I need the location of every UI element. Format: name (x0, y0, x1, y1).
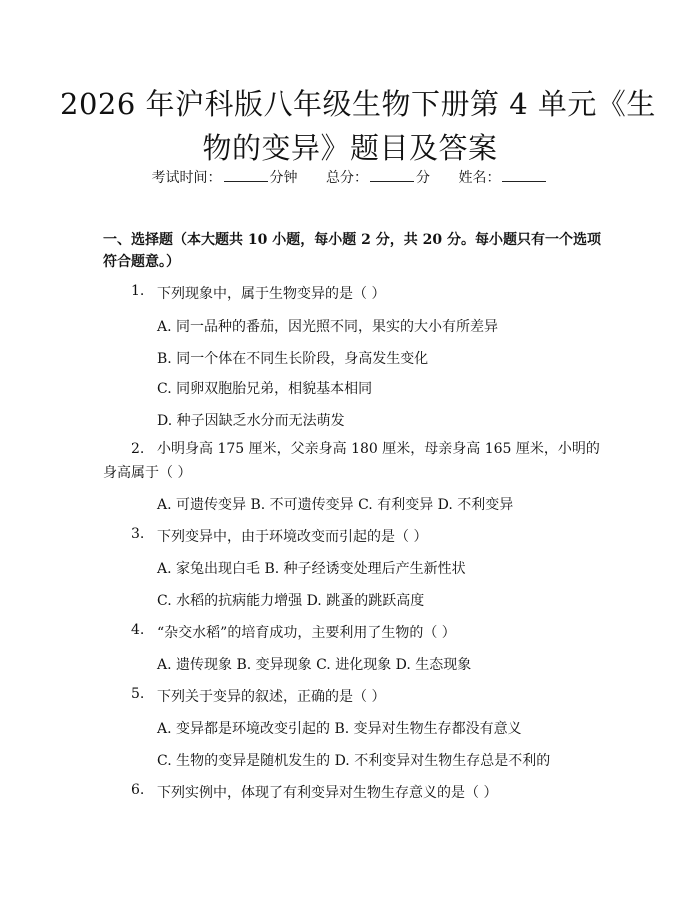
question-1-option-a[interactable]: A. 同一品种的番茄，因光照不同，果实的大小有所差异 (157, 319, 499, 335)
question-3-number: 3. (131, 526, 145, 542)
question-3-text: 下列变异中，由于环境改变而引起的是（ ） (157, 529, 428, 545)
section-1-header: 一、选择题（本大题共 10 小题，每小题 2 分，共 20 分。每小题只有一个选项符合题意。） (103, 232, 601, 270)
student-name-label: 姓名： (458, 170, 501, 186)
document-title (60, 82, 656, 170)
total-score-label: 总分： (326, 170, 368, 186)
question-1-option-d[interactable]: D. 种子因缺乏水分而无法萌发 (157, 413, 345, 429)
question-2-options[interactable]: A. 可遗传变异 B. 不可遗传变异 C. 有利变异 D. 不利变异 (157, 497, 514, 513)
question-4-options[interactable]: A. 遗传现象 B. 变异现象 C. 进化现象 D. 生态现象 (157, 657, 472, 673)
exam-info-line (0, 167, 700, 187)
student-name-blank[interactable] (502, 169, 546, 182)
question-1-option-c[interactable]: C. 同卵双胞胎兄弟，相貌基本相同 (157, 381, 373, 397)
question-3-options-cd[interactable]: C. 水稻的抗病能力增强 D. 跳蚤的跳跃高度 (157, 593, 425, 609)
total-score-field (326, 170, 430, 186)
question-2-number: 2. (131, 441, 145, 457)
student-name-field (458, 170, 548, 186)
question-3-options-ab[interactable]: A. 家兔出现白毛 B. 种子经诱变处理后产生新性状 (157, 561, 466, 577)
question-6-text: 下列实例中，体现了有利变异对生物生存意义的是（ ） (157, 785, 498, 801)
exam-time-label: 考试时间： (151, 170, 222, 186)
title-line-2: 物的变异》题目及答案 (202, 131, 498, 165)
question-1-text: 下列现象中，属于生物变异的是（ ） (157, 286, 386, 302)
question-2-text: 小明身高 175 厘米，父亲身高 180 厘米，母亲身高 165 厘米，小明的身高属于（ ） (103, 441, 600, 481)
total-score-blank[interactable] (370, 169, 414, 182)
question-5-number: 5. (131, 686, 145, 702)
question-1-number: 1. (131, 283, 145, 299)
exam-time-unit: 分钟 (269, 170, 298, 186)
question-4-number: 4. (131, 622, 145, 638)
total-score-unit: 分 (416, 170, 430, 186)
question-6-number: 6. (131, 782, 145, 798)
question-5-options-cd[interactable]: C. 生物的变异是随机发生的 D. 不利变异对生物生存总是不利的 (157, 753, 551, 769)
question-4-text: “杂交水稻”的培育成功，主要利用了生物的（ ） (157, 625, 456, 641)
question-5-text: 下列关于变异的叙述，正确的是（ ） (157, 689, 386, 705)
question-1-option-b[interactable]: B. 同一个体在不同生长阶段，身高发生变化 (157, 351, 429, 367)
question-5-options-ab[interactable]: A. 变异都是环境改变引起的 B. 变异对生物生存都没有意义 (157, 721, 522, 737)
exam-time-blank[interactable] (224, 169, 268, 182)
title-line-1: 2026 年沪科版八年级生物下册第 4 单元《生 (60, 87, 656, 121)
exam-time-field (152, 170, 298, 186)
